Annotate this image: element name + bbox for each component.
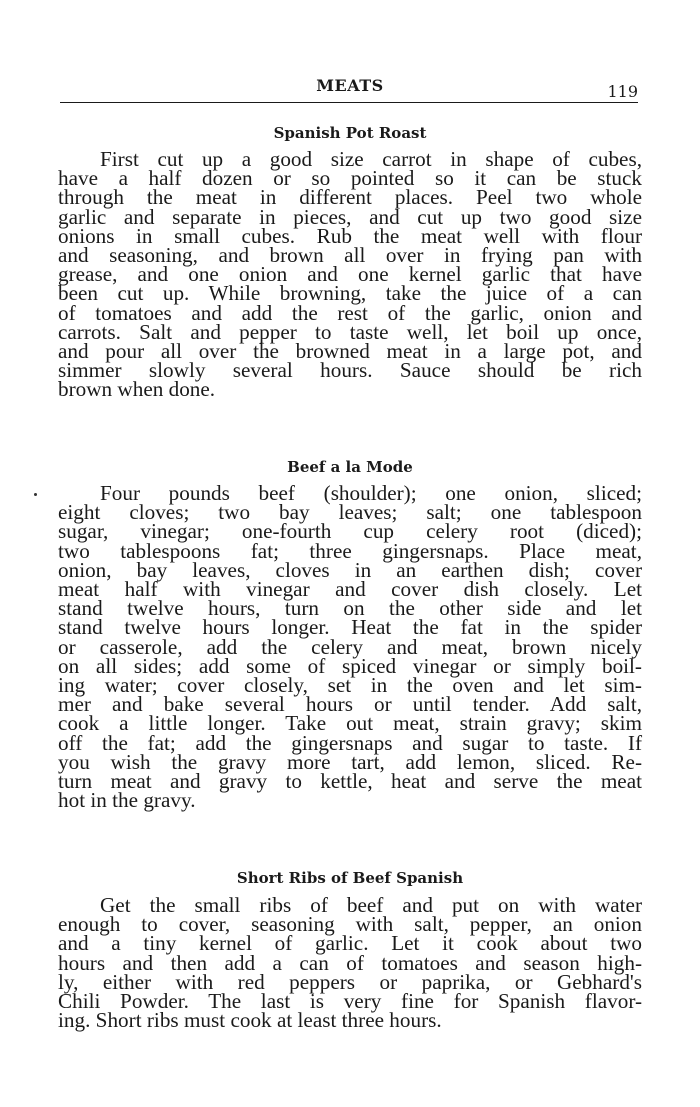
text-line: of tomatoes and add the rest of the garlic, onion and (58, 300, 642, 325)
text-line: ing. Short ribs must cook at least three hours. (58, 1008, 442, 1033)
text-line: carrots. Salt and pepper to taste well, let boil up once, (58, 319, 642, 344)
text-line: cook a little longer. Take out meat, strain gravy; skim (58, 711, 642, 736)
text-line: have a half dozen or so pointed so it can be stuck (58, 166, 642, 191)
text-line: or casserole, add the celery and meat, brown nicely (58, 634, 642, 659)
text-line: stand twelve hours, turn on the other side and let (58, 596, 642, 621)
page-number: 119 (607, 82, 638, 101)
text-line: and seasoning, and brown all over in frying pan with (58, 243, 642, 268)
recipe-title-short-ribs-of-beef-spanish: Short Ribs of Beef Spanish (236, 869, 464, 887)
text-line: and pour all over the browned meat in a large pot, and (58, 339, 642, 364)
recipe-text-spanish-pot-roast (58, 147, 642, 402)
text-line: ly, either with red peppers or paprika, or Gebhard's (58, 969, 642, 994)
text-line: eight cloves; two bay leaves; salt; one tablespoon (58, 500, 642, 525)
text-line: grease, and one onion and one kernel garlic that have (58, 262, 642, 287)
text-line: you wish the gravy more tart, add lemon, sliced. Re- (58, 749, 642, 774)
text-line: turn meat and gravy to kettle, heat and serve the meat (58, 769, 642, 794)
text-line: hot in the gravy. (58, 788, 196, 813)
text-line: First cut up a good size carrot in shape of cubes, (100, 147, 642, 171)
text-line: and a tiny kernel of garlic. Let it cook about two (58, 931, 642, 956)
text-line: onion, bay leaves, cloves in an earthen dish; cover (58, 557, 642, 582)
text-line: brown when done. (58, 377, 216, 402)
text-line: enough to cover, seasoning with salt, pepper, an onion (58, 912, 642, 937)
recipe-title-beef-a-la-mode: Beef a la Mode (287, 458, 413, 476)
text-line: Four pounds beef (shoulder); one onion, sliced; (100, 481, 642, 505)
text-line: stand twelve hours longer. Heat the fat in the spider (58, 615, 642, 640)
text-line: on all sides; add some of spiced vinegar or simply boil- (58, 653, 642, 678)
recipe-text-beef-a-la-mode (58, 481, 642, 813)
text-line: Get the small ribs of beef and put on with water (100, 893, 642, 917)
header-rule (60, 102, 638, 103)
text-line: Chili Powder. The last is very fine for Spanish flavor- (58, 989, 642, 1014)
text-line: meat half with vinegar and cover dish closely. Let (58, 577, 642, 602)
text-line: off the fat; add the gingersnaps and sugar to taste. If (58, 730, 642, 755)
print-speck (34, 493, 37, 496)
running-title: MEATS (316, 76, 384, 95)
text-line: through the meat in different places. Peel two whole (58, 185, 642, 210)
text-line: hours and then add a can of tomatoes and season high- (58, 950, 642, 975)
text-line: sugar, vinegar; one-fourth cup celery root (diced); (58, 519, 642, 544)
recipe-text-short-ribs-of-beef-spanish (58, 893, 642, 1033)
running-head (58, 74, 642, 101)
text-line: onions in small cubes. Rub the meat well with flour (58, 223, 642, 248)
text-line: simmer slowly several hours. Sauce should be rich (58, 358, 642, 383)
text-line: garlic and separate in pieces, and cut up two good size (58, 204, 642, 229)
recipe-title-spanish-pot-roast: Spanish Pot Roast (273, 124, 427, 142)
text-line: been cut up. While browning, take the juice of a can (58, 281, 642, 306)
text-line: mer and bake several hours or until tender. Add salt, (58, 692, 642, 717)
text-line: ing water; cover closely, set in the oven and let sim- (58, 673, 642, 698)
text-line: two tablespoons fat; three gingersnaps. Place meat, (58, 538, 642, 563)
